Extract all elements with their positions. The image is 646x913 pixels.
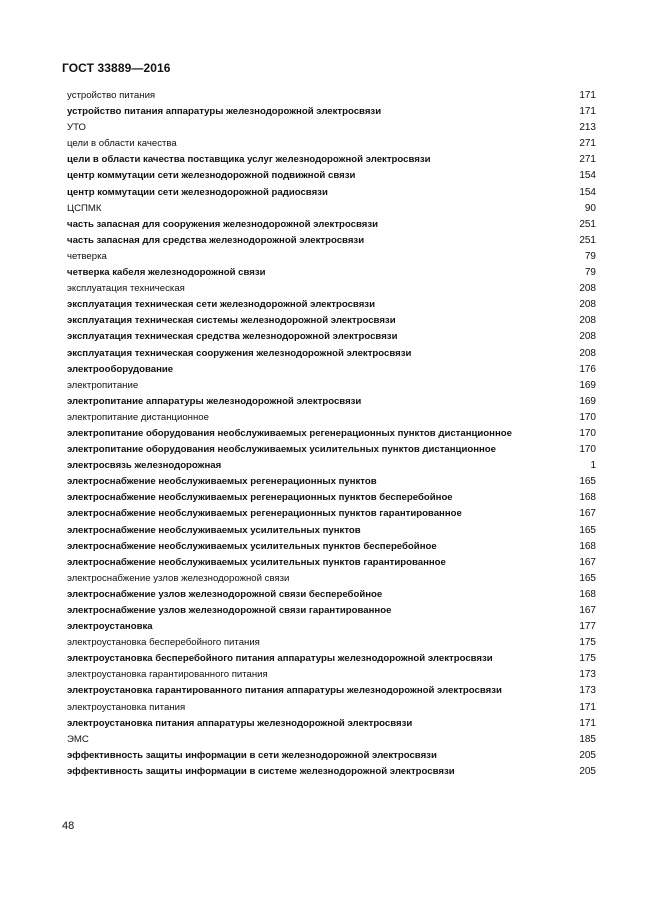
index-entry	[67, 152, 596, 168]
index-term: эксплуатация техническая системы железнодорожной электросвязи	[67, 315, 396, 327]
index-entry	[67, 168, 596, 184]
index-term: электропитание оборудования необслуживаемых усилительных пунктов дистанционное	[67, 444, 496, 456]
index-page-ref: 171	[579, 701, 596, 713]
index-term: ЭМС	[67, 733, 89, 745]
index-page-ref: 170	[579, 411, 596, 423]
index-page-ref: 165	[579, 476, 596, 488]
index-term: электроустановка гарантированного питания аппаратуры железнодорожной электросвязи	[67, 685, 502, 697]
index-entry	[67, 313, 596, 329]
index-entry	[67, 281, 596, 297]
index-page-ref: 176	[579, 363, 596, 375]
index-term: электроснабжение узлов железнодорожной связи	[67, 572, 290, 584]
index-term: электроустановка	[67, 621, 153, 633]
index-entry	[67, 555, 596, 571]
index-entry	[67, 410, 596, 426]
index-page-ref: 208	[579, 283, 596, 295]
index-entry	[67, 523, 596, 539]
index-term: эксплуатация техническая сети железнодорожной электросвязи	[67, 299, 375, 311]
index-term: электропитание дистанционное	[67, 411, 209, 423]
index-term: цели в области качества	[67, 138, 177, 150]
index-page-ref: 173	[579, 685, 596, 697]
index-term: электроустановка питания аппаратуры железнодорожной электросвязи	[67, 717, 413, 729]
index-page-ref: 168	[579, 588, 596, 600]
index-page-ref: 79	[584, 267, 596, 279]
index-entry	[67, 217, 596, 233]
index-page-ref: 185	[579, 733, 596, 745]
index-entry	[67, 88, 596, 104]
index-page-ref: 168	[579, 492, 596, 504]
index-term: устройство питания	[67, 90, 156, 101]
index-term: ЦСПМК	[67, 202, 102, 214]
index-entry	[67, 136, 596, 152]
index-page-ref: 154	[579, 186, 596, 198]
index-term: эффективность защиты информации в системе железнодорожной электросвязи	[67, 765, 455, 777]
index-page-ref: 171	[579, 90, 596, 101]
index-entry	[67, 635, 596, 651]
index-entry	[67, 716, 596, 732]
index-entry	[67, 442, 596, 458]
index-page-ref: 168	[579, 540, 596, 552]
index-entry	[67, 506, 596, 522]
index-page-ref: 175	[579, 653, 596, 665]
index-entry	[67, 426, 596, 442]
index-entry	[67, 346, 596, 362]
index-entry	[67, 764, 596, 780]
index-term: электроснабжение узлов железнодорожной связи бесперебойное	[67, 588, 383, 600]
index-term: электроустановка гарантированного питания	[67, 669, 268, 681]
index-page-ref: 271	[579, 154, 596, 166]
index-page-ref: 170	[579, 444, 596, 456]
index-term: электроснабжение узлов железнодорожной связи гарантированное	[67, 605, 392, 616]
index-page-ref: 251	[579, 234, 596, 246]
index-page-ref: 177	[579, 621, 596, 633]
index-page-ref: 173	[579, 669, 596, 681]
index-entry	[67, 185, 596, 201]
index-term: эксплуатация техническая средства железнодорожной электросвязи	[67, 331, 398, 343]
index-term: эксплуатация техническая сооружения железнодорожной электросвязи	[67, 347, 412, 359]
index-page-ref: 167	[579, 508, 596, 520]
index-entry	[67, 265, 596, 281]
index-term: устройство питания аппаратуры железнодорожной электросвязи	[67, 106, 382, 118]
index-page-ref: 208	[579, 331, 596, 343]
index-entry	[67, 683, 596, 699]
index-entry	[67, 378, 596, 394]
index-entry	[67, 201, 596, 217]
index-term: эксплуатация техническая	[67, 283, 185, 295]
index-term: электроснабжение необслуживаемых регенерационных пунктов	[67, 476, 377, 488]
index-term: часть запасная для средства железнодорожной электросвязи	[67, 234, 365, 246]
index-term: часть запасная для сооружения железнодорожной электросвязи	[67, 218, 378, 230]
index-page-ref: 154	[579, 170, 596, 182]
index-entry	[67, 667, 596, 683]
index-page-ref: 165	[579, 572, 596, 584]
index-entry	[67, 619, 596, 635]
index-page-ref: 251	[579, 218, 596, 230]
subject-index-list	[67, 88, 596, 780]
index-term: четверка кабеля железнодорожной связи	[67, 267, 266, 279]
index-entry	[67, 120, 596, 136]
index-term: электропитание аппаратуры железнодорожной электросвязи	[67, 395, 362, 407]
index-term: электрооборудование	[67, 363, 174, 375]
index-term: центр коммутации сети железнодорожной радиосвязи	[67, 186, 328, 198]
index-page-ref: 205	[579, 765, 596, 777]
index-page-ref: 205	[579, 749, 596, 761]
index-entry	[67, 603, 596, 619]
index-entry	[67, 394, 596, 410]
index-entry	[67, 490, 596, 506]
index-entry	[67, 474, 596, 490]
index-page-ref: 169	[579, 395, 596, 407]
index-term: цели в области качества поставщика услуг железнодорожной электросвязи	[67, 154, 431, 166]
index-term: электропитание	[67, 379, 139, 391]
index-term: электроустановка бесперебойного питания аппаратуры железнодорожной электросвязи	[67, 653, 493, 665]
index-page-ref: 170	[579, 427, 596, 439]
document-header: ГОСТ 33889—2016	[62, 61, 171, 75]
index-entry	[67, 104, 596, 120]
index-page-ref: 175	[579, 637, 596, 649]
index-page-ref: 167	[579, 556, 596, 568]
index-page-ref: 208	[579, 299, 596, 311]
index-entry	[67, 732, 596, 748]
index-term: электросвязь железнодорожная	[67, 460, 222, 472]
index-term: электропитание оборудования необслуживаемых регенерационных пунктов дистанционное	[67, 427, 512, 439]
index-entry	[67, 651, 596, 667]
index-term: электроснабжение необслуживаемых регенерационных пунктов гарантированное	[67, 508, 462, 520]
index-term: электроустановка бесперебойного питания	[67, 637, 260, 649]
index-page-ref: 1	[590, 460, 596, 472]
index-page-ref: 171	[579, 717, 596, 729]
index-page-ref: 213	[579, 122, 596, 134]
index-entry	[67, 587, 596, 603]
index-term: электроснабжение необслуживаемых усилительных пунктов гарантированное	[67, 556, 446, 568]
index-page-ref: 271	[579, 138, 596, 150]
index-entry	[67, 329, 596, 345]
index-term: четверка	[67, 250, 107, 262]
index-page-ref: 167	[579, 605, 596, 616]
index-entry	[67, 297, 596, 313]
index-page-ref: 208	[579, 315, 596, 327]
index-term: эффективность защиты информации в сети железнодорожной электросвязи	[67, 749, 437, 761]
index-entry	[67, 748, 596, 764]
index-entry	[67, 700, 596, 716]
index-page-ref: 165	[579, 524, 596, 536]
index-page-ref: 208	[579, 347, 596, 359]
index-entry	[67, 571, 596, 587]
index-term: центр коммутации сети железнодорожной подвижной связи	[67, 170, 356, 182]
index-page-ref: 79	[584, 250, 596, 262]
index-term: электроснабжение необслуживаемых регенерационных пунктов бесперебойное	[67, 492, 453, 504]
index-term: электроснабжение необслуживаемых усилительных пунктов бесперебойное	[67, 540, 437, 552]
page-number: 48	[62, 820, 75, 832]
index-entry	[67, 362, 596, 378]
index-page-ref: 171	[579, 106, 596, 118]
index-term: электроснабжение необслуживаемых усилительных пунктов	[67, 524, 361, 536]
index-term: УТО	[67, 122, 86, 134]
index-entry	[67, 539, 596, 555]
index-term: электроустановка питания	[67, 701, 186, 713]
index-entry	[67, 249, 596, 265]
index-entry	[67, 233, 596, 249]
index-page-ref: 90	[584, 202, 596, 214]
index-entry	[67, 458, 596, 474]
index-page-ref: 169	[579, 379, 596, 391]
